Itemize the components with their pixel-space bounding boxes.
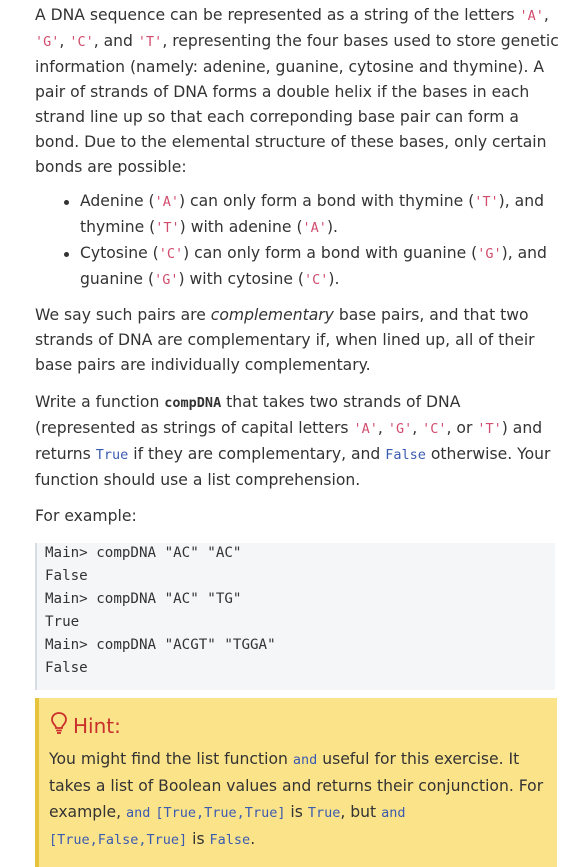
- intro-paragraph: A DNA sequence can be represented as a string of the letters 'A', 'G', 'C', and 'T', representing the four bases used to store genetic information (namely: adenine, guanine, cytosine and thymine). A pair of strands of DNA forms a double helix if the bases in each strand line up so that each correponding base pair can form a bond. Due to the elemental structure of these bases, only certain bonds are possible:: [35, 6, 559, 176]
- bullet-dot: [64, 252, 69, 257]
- bond-rule-item: Adenine ('A') can only form a bond with thymine ('T'), and thymine ('T') with adenine ('A').: [80, 189, 560, 241]
- hint-title: Hint:: [51, 712, 121, 739]
- bullet-dot: [64, 200, 69, 205]
- code-base-a: 'A': [519, 8, 544, 24]
- example-label: For example:: [35, 507, 137, 525]
- code-true: True: [95, 447, 129, 463]
- code-line: False: [45, 568, 88, 584]
- code-base-g: 'G': [35, 34, 60, 50]
- code-list-example: [True,True,True]: [155, 805, 286, 821]
- code-false: False: [385, 447, 426, 463]
- complementary-paragraph: We say such pairs are complementary base pairs, and that two strands of DNA are complementary if, when lined up, all of their base pairs are individually complementary.: [35, 306, 535, 374]
- function-name-code: compDNA: [164, 395, 222, 411]
- emphasis-complementary: complementary: [210, 306, 334, 324]
- code-and: and: [292, 752, 318, 768]
- code-example-block: [35, 543, 555, 690]
- code-line: False: [45, 660, 88, 676]
- code-line: True: [45, 614, 80, 630]
- code-line: Main> compDNA "AC" "TG": [45, 591, 242, 607]
- code-line: Main> compDNA "AC" "AC": [45, 545, 242, 561]
- hint-box: [35, 698, 557, 867]
- lightbulb-icon: [51, 712, 67, 739]
- code-base-c: 'C': [69, 34, 94, 50]
- task-paragraph: Write a function compDNA that takes two strands of DNA (represented as strings of capital letters 'A', 'G', 'C', or 'T') and returns True if they are complementary, and False otherwise. Your function should use a list comprehension.: [35, 393, 551, 489]
- code-base-t: 'T': [137, 34, 163, 50]
- bond-rules-list: [80, 189, 560, 293]
- bond-rule-item: Cytosine ('C') can only form a bond with guanine ('G'), and guanine ('G') with cytosine ('C').: [80, 241, 560, 293]
- hint-text: You might find the list function and useful for this exercise. It takes a list of Boolean values and returns their conjunction. For example, and [True,True,True] is True, but and [True,False,True] is False.: [49, 750, 544, 848]
- code-list-example: [True,False,True]: [49, 832, 188, 848]
- code-line: Main> compDNA "ACGT" "TGGA": [45, 637, 276, 653]
